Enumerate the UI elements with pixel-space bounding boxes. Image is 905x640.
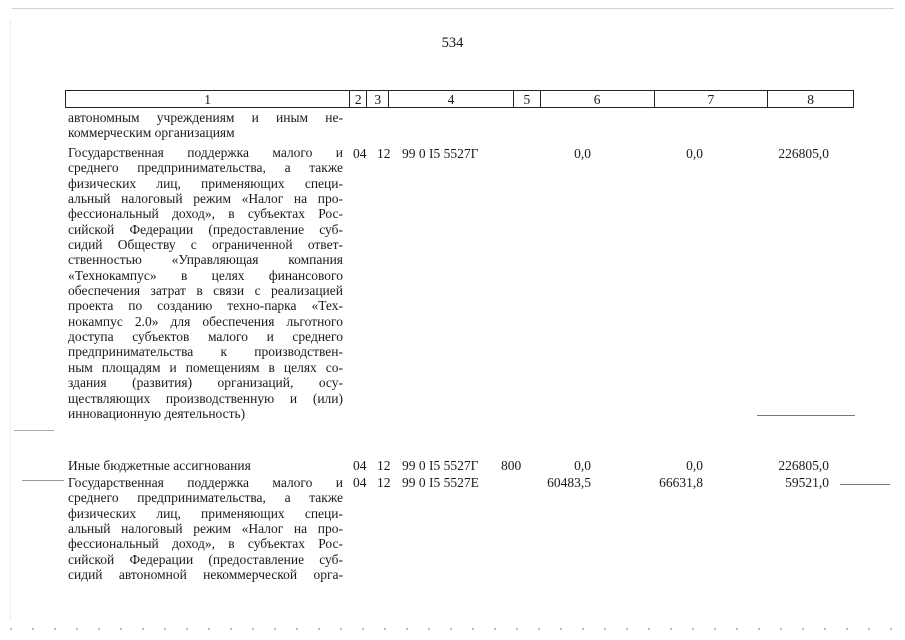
cell-section-code: 04 xyxy=(353,475,367,490)
description-line: сийской Федерации (предоставление суб- xyxy=(68,551,343,567)
cell-expense-type: 800 xyxy=(501,458,522,473)
description-line: обеспечения затрат в связи с реализацией xyxy=(68,283,343,299)
description-line: Государственная поддержка малого и xyxy=(68,475,343,490)
cell-amount-col6: 0,0 xyxy=(574,146,591,161)
description-line: фессиональный доход», в субъектах Рос- xyxy=(68,536,343,552)
cell-section-code: 04 xyxy=(353,458,367,473)
description-line: инновационную деятельность) xyxy=(68,405,246,421)
row-description-anko xyxy=(68,475,343,582)
page-edge-left xyxy=(10,20,11,620)
description-line: физических лиц, применяющих специ- xyxy=(68,505,343,521)
description-line: нокампус 2.0» для обеспечения льготного xyxy=(68,313,343,329)
scan-artifact-dots xyxy=(10,628,895,630)
cell-subsection-code: 12 xyxy=(377,146,391,161)
description-line: фессиональный доход», в субъектах Рос- xyxy=(68,206,343,222)
description-line: коммерческим организациям xyxy=(68,125,235,141)
description-line: сийской Федерации (предоставление суб- xyxy=(68,221,343,237)
scan-artifact-line xyxy=(840,484,890,485)
description-line: Иные бюджетные ассигнования xyxy=(68,458,251,473)
scan-artifact-line xyxy=(14,430,54,431)
description-line: проекта по созданию техно-парка «Тех- xyxy=(68,298,343,314)
scan-artifact-line xyxy=(22,480,64,481)
description-line: предпринимательства к производствен- xyxy=(68,344,343,360)
page-edge xyxy=(12,8,894,9)
description-line: «Технокампус» в целях финансового xyxy=(68,267,343,283)
description-line: сидий автономной некоммерческой орга- xyxy=(68,567,343,583)
cell-section-code: 04 xyxy=(353,146,367,161)
row-description-tekhnokampus xyxy=(68,145,343,421)
cell-subsection-code: 12 xyxy=(377,475,391,490)
column-header-7: 7 xyxy=(655,91,769,107)
cell-amount-col8: 226805,0 xyxy=(778,146,829,161)
page-number: 534 xyxy=(441,35,464,51)
description-line: здания (развития) организаций, осу- xyxy=(68,375,343,391)
scan-artifact-line xyxy=(757,415,855,416)
cell-amount-col8: 59521,0 xyxy=(785,475,829,490)
row-description-continued xyxy=(68,110,343,141)
cell-amount-col6: 0,0 xyxy=(574,458,591,473)
column-header-2: 2 xyxy=(350,91,367,107)
description-line: ществляющих производственную и (или) xyxy=(68,390,343,406)
description-line: альный налоговый режим «Налог на про- xyxy=(68,521,343,537)
cell-amount-col8: 226805,0 xyxy=(778,458,829,473)
cell-target-article: 99 0 I5 5527Г xyxy=(402,458,479,473)
description-line: сидий Обществу с ограниченной ответ- xyxy=(68,237,343,253)
description-line: ным площадям и помещениям в целях со- xyxy=(68,359,343,375)
description-line: среднего предпринимательства, а также xyxy=(68,490,343,506)
description-line: физических лиц, применяющих специ- xyxy=(68,175,343,191)
column-header-4: 4 xyxy=(389,91,514,107)
table-header-row xyxy=(65,90,854,108)
column-header-6: 6 xyxy=(541,91,655,107)
cell-subsection-code: 12 xyxy=(377,458,391,473)
description-line: автономным учреждениям и иным не- xyxy=(68,110,343,125)
description-line: среднего предпринимательства, а также xyxy=(68,160,343,176)
description-line: ственностью «Управляющая компания xyxy=(68,252,343,268)
cell-target-article: 99 0 I5 5527Г xyxy=(402,146,479,161)
description-line: альный налоговый режим «Налог на про- xyxy=(68,191,343,207)
description-line: Государственная поддержка малого и xyxy=(68,145,343,160)
description-line: доступа субъектов малого и среднего xyxy=(68,329,343,345)
column-header-1: 1 xyxy=(66,91,350,107)
cell-amount-col6: 60483,5 xyxy=(547,475,591,490)
cell-target-article: 99 0 I5 5527Е xyxy=(402,475,479,490)
column-header-8: 8 xyxy=(807,92,815,107)
cell-amount-col7: 0,0 xyxy=(686,458,703,473)
row-description-other-allocations xyxy=(68,458,343,473)
column-header-5: 5 xyxy=(514,91,541,107)
cell-amount-col7: 0,0 xyxy=(686,146,703,161)
column-header-3: 3 xyxy=(367,91,389,107)
cell-amount-col7: 66631,8 xyxy=(659,475,703,490)
